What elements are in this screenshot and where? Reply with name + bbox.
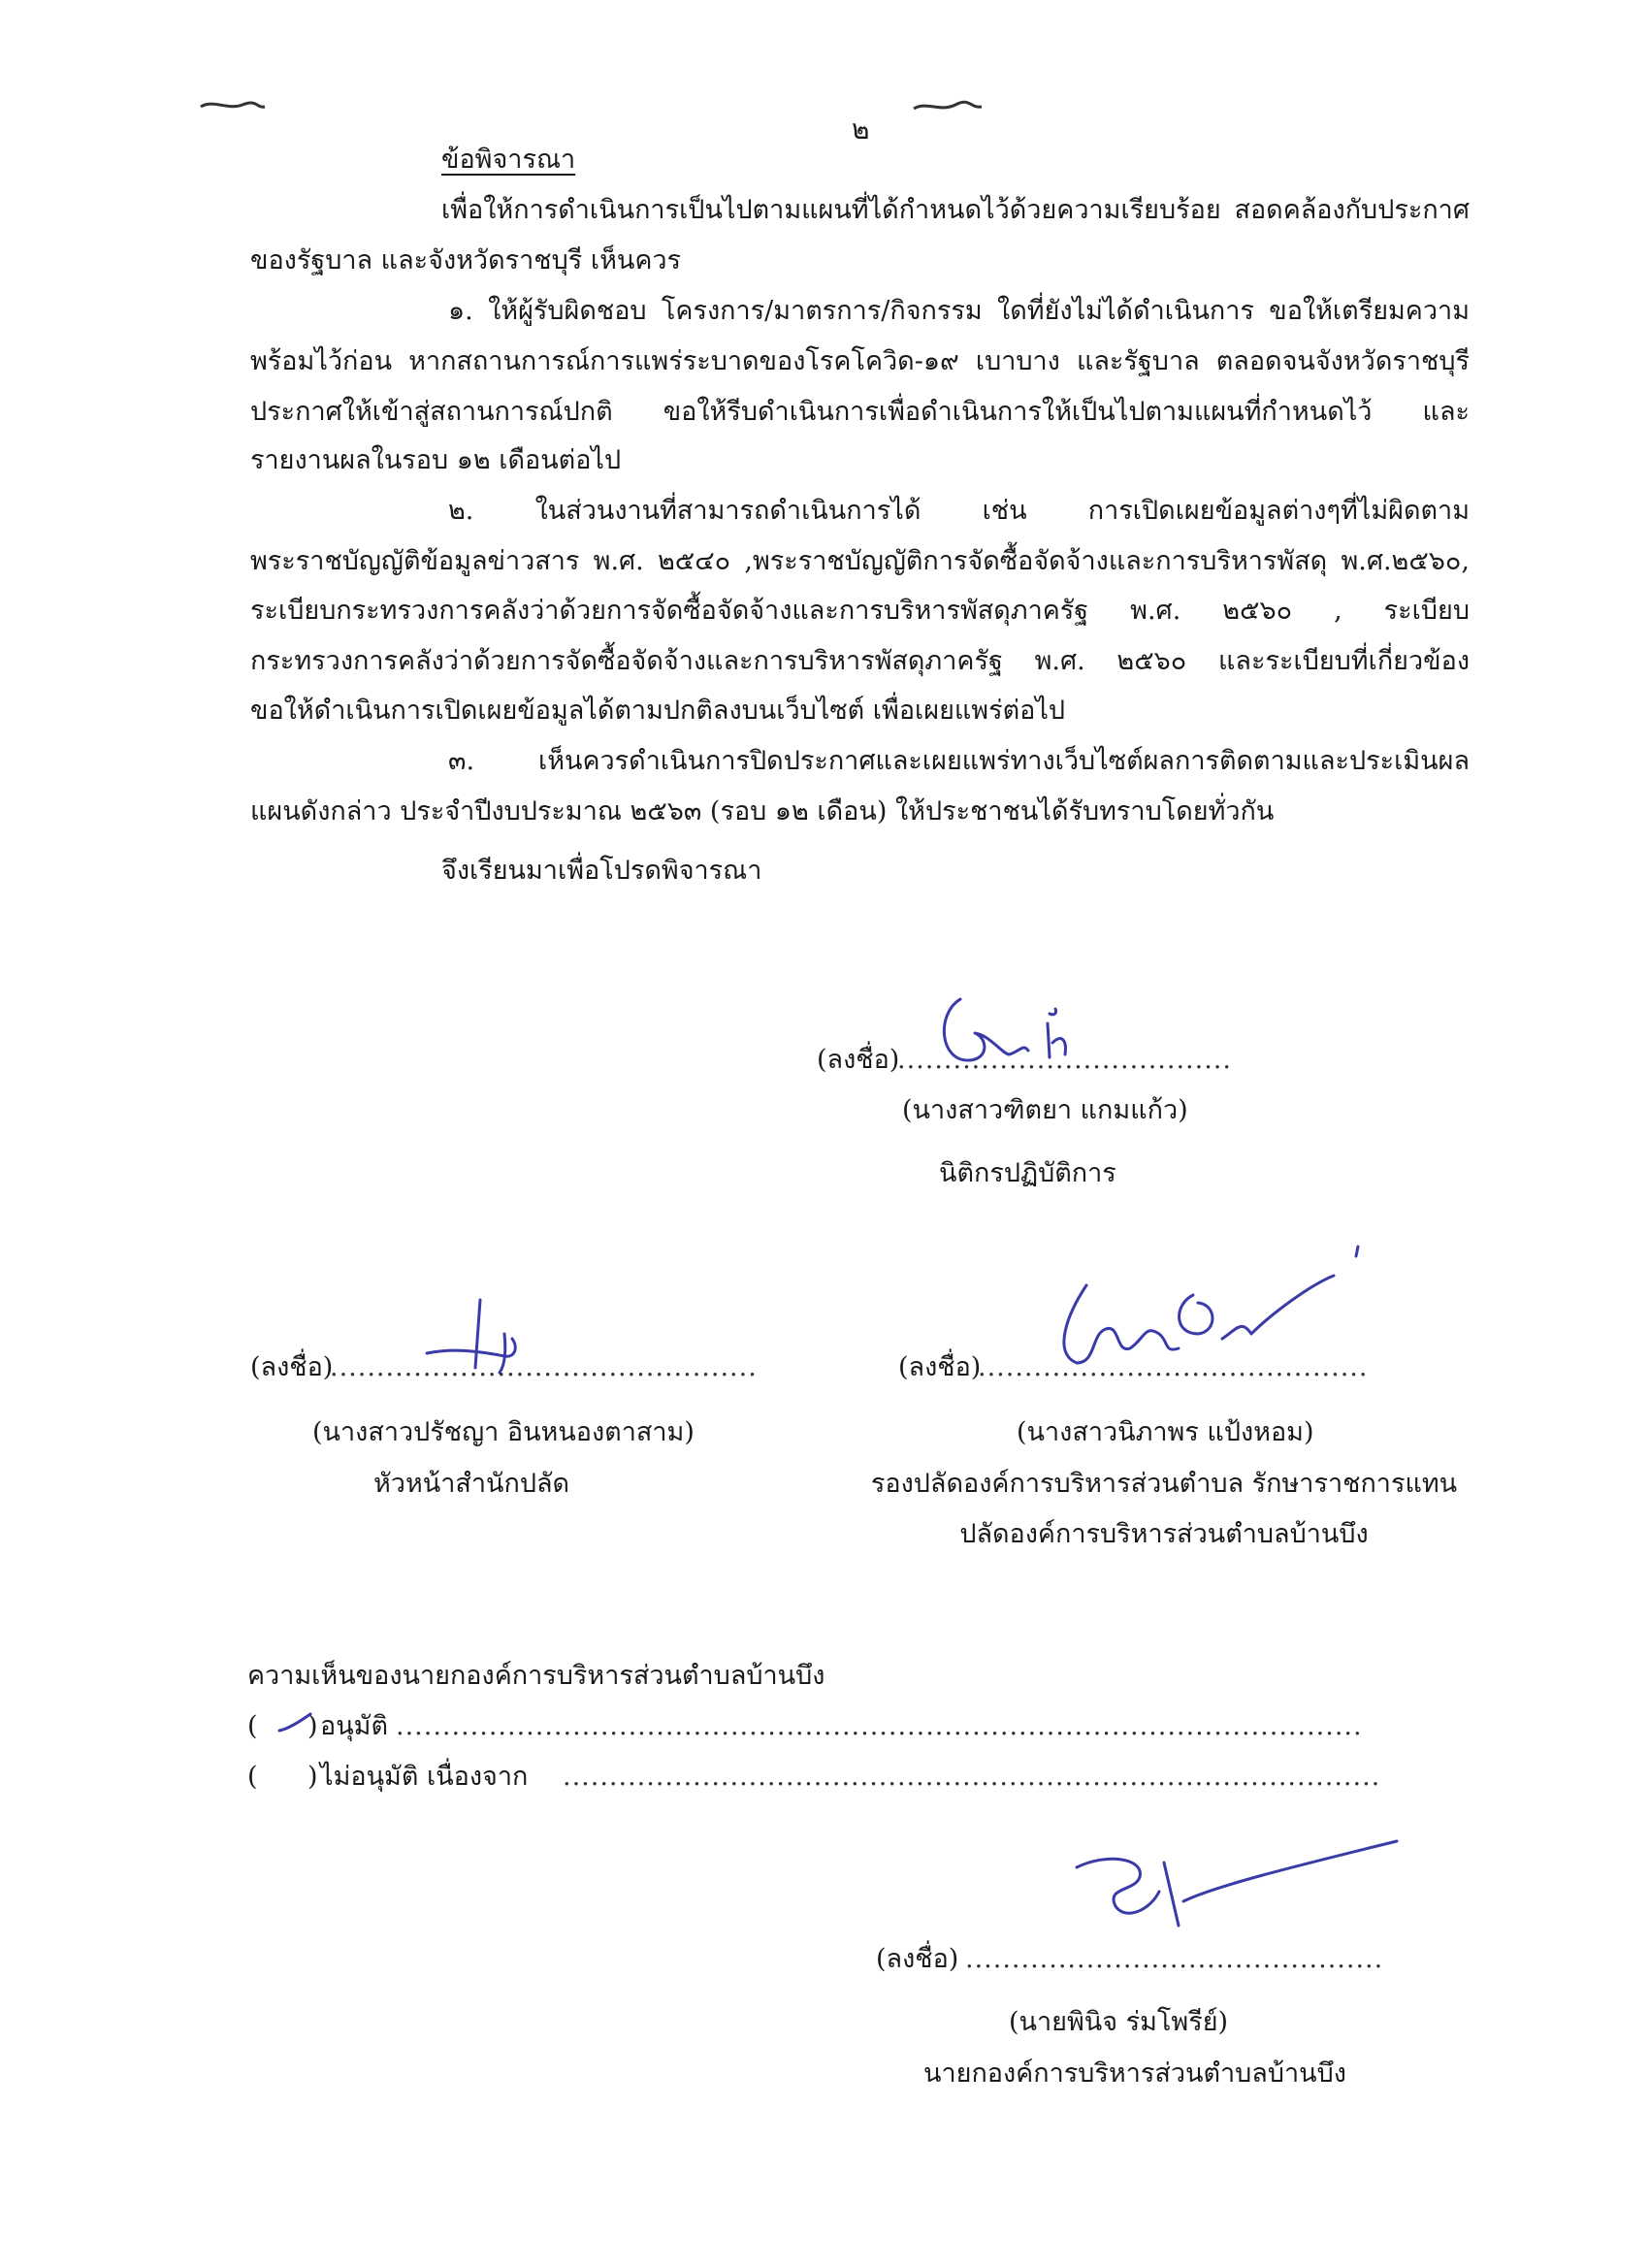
sign-label: (ลงชื่อ) bbox=[898, 1352, 982, 1382]
signer-position-deputy-line1: รองปลัดองค์การบริหารส่วนตำบล รักษาราชการแทน bbox=[870, 1469, 1458, 1499]
signer-name-mayor: (นายพินิจ ร่มโพรีย์) bbox=[1009, 2007, 1229, 2037]
signer-position-mayor: นายกองค์การบริหารส่วนตำบลบ้านบึง bbox=[923, 2058, 1346, 2089]
sign-label: (ลงชื่อ) bbox=[876, 1944, 959, 1974]
section-heading: ข้อพิจารณา bbox=[441, 145, 576, 175]
page-number: ๒ bbox=[852, 113, 870, 146]
closing-line: จึงเรียนมาเพื่อโปรดพิจารณา bbox=[441, 856, 762, 886]
reject-dotted-line: ........................................................................................ bbox=[563, 1762, 1381, 1792]
reject-label: ไม่อนุมัติ เนื่องจาก bbox=[320, 1762, 529, 1792]
paragraph-line: เพื่อให้การดำเนินการเป็นไปตามแผนที่ได้กำหนดไว้ด้วยความเรียบร้อย สอดคล้องกับประกาศ bbox=[441, 195, 1470, 225]
sign-dotted-line: .............................................. bbox=[330, 1352, 758, 1382]
signer-position-deputy-line2: ปลัดองค์การบริหารส่วนตำบลบ้านบึง bbox=[959, 1519, 1369, 1549]
signer-position-legal-officer: นิติกรปฏิบัติการ bbox=[939, 1158, 1116, 1188]
reject-checkbox[interactable]: ( ) bbox=[247, 1762, 318, 1792]
paragraph-line: ๒. ในส่วนงานที่สามารถดำเนินการได้ เช่น การเปิดเผยข้อมูลต่างๆที่ไม่ผิดตาม bbox=[448, 496, 1470, 526]
approve-dotted-line: ........................................................................................................ bbox=[396, 1711, 1363, 1741]
opinion-title: ความเห็นของนายกองค์การบริหารส่วนตำบลบ้านบึง bbox=[247, 1661, 825, 1691]
scan-mark-left bbox=[199, 97, 267, 116]
signer-name-office-head: (นางสาวปรัชญา อินหนองตาสาม) bbox=[312, 1417, 695, 1447]
paragraph-line: ของรัฐบาล และจังหวัดราชบุรี เห็นควร bbox=[250, 245, 682, 275]
paragraph-line: ๑. ให้ผู้รับผิดชอบ โครงการ/มาตรการ/กิจกรรม ใดที่ยังไม่ได้ดำเนินการ ขอให้เตรียมความ bbox=[448, 296, 1470, 326]
signer-position-office-head: หัวหน้าสำนักปลัด bbox=[373, 1469, 570, 1499]
paragraph-line: กระทรวงการคลังว่าด้วยการจัดซื้อจัดจ้างและการบริหารพัสดุภาครัฐ พ.ศ. ๒๕๖๐ และระเบียบที่เกี่ยวข้อง bbox=[250, 646, 1470, 676]
paragraph-line: ประกาศให้เข้าสู่สถานการณ์ปกติ ขอให้รีบดำเนินการเพื่อดำเนินการให้เป็นไปตามแผนที่กำหนดไว้ และ bbox=[250, 397, 1470, 427]
paragraph-line: ระเบียบกระทรวงการคลังว่าด้วยการจัดซื้อจัดจ้างและการบริหารพัสดุภาครัฐ พ.ศ. ๒๕๖๐ , ระเบียบ bbox=[250, 596, 1470, 626]
scan-mark-right bbox=[912, 97, 985, 116]
sign-dotted-line: .......................................... bbox=[978, 1352, 1369, 1382]
signature-mayor bbox=[1057, 1833, 1406, 1940]
sign-label: (ลงชื่อ) bbox=[250, 1352, 334, 1382]
checkmark-icon bbox=[276, 1709, 315, 1738]
paragraph-line: พร้อมไว้ก่อน หากสถานการณ์การแพร่ระบาดของโรคโควิด-๑๙ เบาบาง และรัฐบาล ตลอดจนจังหวัดราชบุรี bbox=[250, 346, 1470, 376]
approve-checkbox[interactable]: ( ) bbox=[247, 1711, 318, 1741]
signer-name-deputy: (นางสาวนิภาพร แป้งหอม) bbox=[1017, 1417, 1314, 1447]
sign-dotted-line: .................................... bbox=[897, 1045, 1232, 1075]
paragraph-line: รายงานผลในรอบ ๑๒ เดือนต่อไป bbox=[250, 445, 622, 475]
paragraph-line: ๓. เห็นควรดำเนินการปิดประกาศและเผยแพร่ทางเว็บไซต์ผลการติดตามและประเมินผล bbox=[448, 746, 1470, 776]
paragraph-line: แผนดังกล่าว ประจำปีงบประมาณ ๒๕๖๓ (รอบ ๑๒ เดือน) ให้ประชาชนได้รับทราบโดยทั่วกัน bbox=[250, 796, 1275, 826]
approve-label: อนุมัติ bbox=[320, 1711, 389, 1741]
sign-dotted-line: ............................................. bbox=[965, 1944, 1384, 1974]
signer-name-legal-officer: (นางสาวฑิตยา แกมแก้ว) bbox=[902, 1095, 1188, 1125]
paragraph-line: พระราชบัญญัติข้อมูลข่าวสาร พ.ศ. ๒๕๔๐ ,พระราชบัญญัติการจัดซื้อจัดจ้างและการบริหารพัสดุ พ.ศ.๒๕๖๐, bbox=[250, 546, 1470, 576]
paragraph-line: ขอให้ดำเนินการเปิดเผยข้อมูลได้ตามปกติลงบนเว็บไซต์ เพื่อเผยแพร่ต่อไป bbox=[250, 696, 1066, 726]
sign-label: (ลงชื่อ) bbox=[817, 1045, 900, 1075]
